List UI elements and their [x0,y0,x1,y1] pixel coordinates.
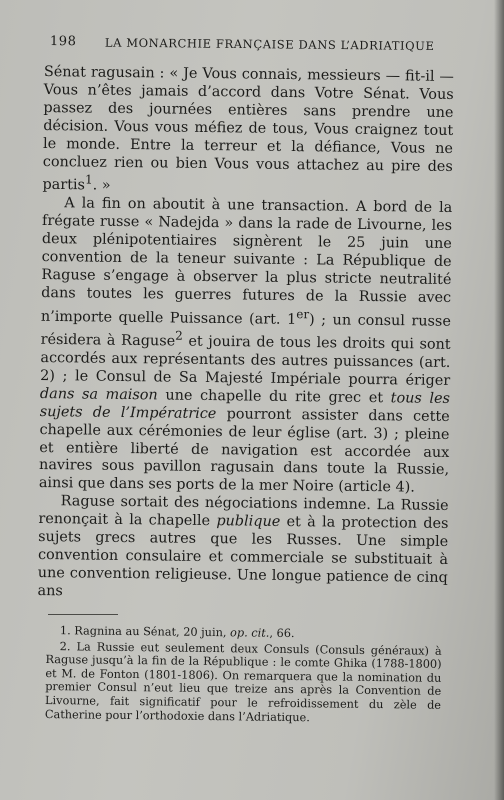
italic-sujets-imperatrice: tous les sujets de l’Impératrice [39,390,451,422]
paragraph-1 [42,64,454,200]
footnote-1-text-b: , 66. [269,626,295,641]
page-header [49,34,470,54]
paragraph-2-text-c: et jouira de tous les droits qui sont accordés aux représentants des autres puissances (art. 2) ; le Consul de Sa Majesté Impériale pourra ériger [40,333,451,389]
paragraph-2-text-e: pourront assister dans cette chapelle aux cérémonies de leur église (art. 3) ; pleine et entière liberté de navigation est accordée aux navires sous pavillon ragusain dans toute la Russie, ainsi que dans ses ports de la mer Noire (article 4). [38,405,450,496]
body-text [37,64,454,606]
page-spine-shadow [494,0,504,800]
footnotes [45,624,442,728]
footnote-ref-1: 1 [84,172,93,188]
paragraph-1-end: . » [92,177,111,195]
footnote-1-text-a: 1. Ragnina au Sénat, 20 juin, [59,624,231,640]
running-title: LA MONARCHIE FRANÇAISE DANS L’ADRIATIQUE [104,35,435,54]
footnote-1-italic: op. cit. [229,626,270,640]
paragraph-2-text-b: ) ; un consul russe résidera à Raguse [40,311,451,350]
footnote-separator [48,614,118,615]
paragraph-2-text-d: une chapelle du rite grec et [157,387,391,407]
paragraph-3-text-a: Raguse sortait des négociations indemne. La Russie renonçait à la chapelle [38,493,449,530]
italic-publique: publique [216,513,281,531]
superscript-er: er [296,306,310,321]
paragraph-3-text-b: et à la protection des sujets grecs autres que les Russes. Une simple convention consulaire et commerciale se substituait à une convention religieuse. Une longue patience de cinq ans [37,514,449,600]
footnote-2: 2. La Russie eut seulement deux Consuls (Consuls généraux) à Raguse jusqu’à la fin de la République : le comte Ghika (1788-1800) et M. de Fonton (1801-1806). On remarquera que la nomination du premier Consul n’eut lieu que treize ans après la Convention de Livourne, fait significatif pour le refroidissement du zèle de Catherine pour l’orthodoxie dans l’Adriatique. [44,639,442,724]
italic-dans-sa-maison: dans sa maison [39,385,158,404]
page-number: 198 [49,34,77,50]
paragraph-1-text: Sénat ragusain : « Je Vous connais, messieurs — fit-il — Vous n’êtes jamais d’accord dans Votre Sénat. Vous passez des journées entières sans prendre une décision. Vous vous méfiez de tous, Vous craignez tout le monde. Entre la terreur et la défiance, Vous ne concluez rien ou bien Vous vous attachez au pire des partis [42,64,454,194]
footnote-ref-2: 2 [175,328,183,343]
paragraph-3 [37,493,448,605]
paragraph-2-text-a: A la fin on aboutit à une transaction. A bord de la frégate russe « Nadejda » dans la rade de Livourne, les deux plénipotentiaires signèrent le 25 juin une convention de la teneur suivante : La République de Raguse s’engage à observer la plus stricte neutralité dans toutes les guerres futures de la Russie avec n’importe quelle Puissance (art. 1 [40,195,453,328]
paragraph-2 [39,195,453,498]
